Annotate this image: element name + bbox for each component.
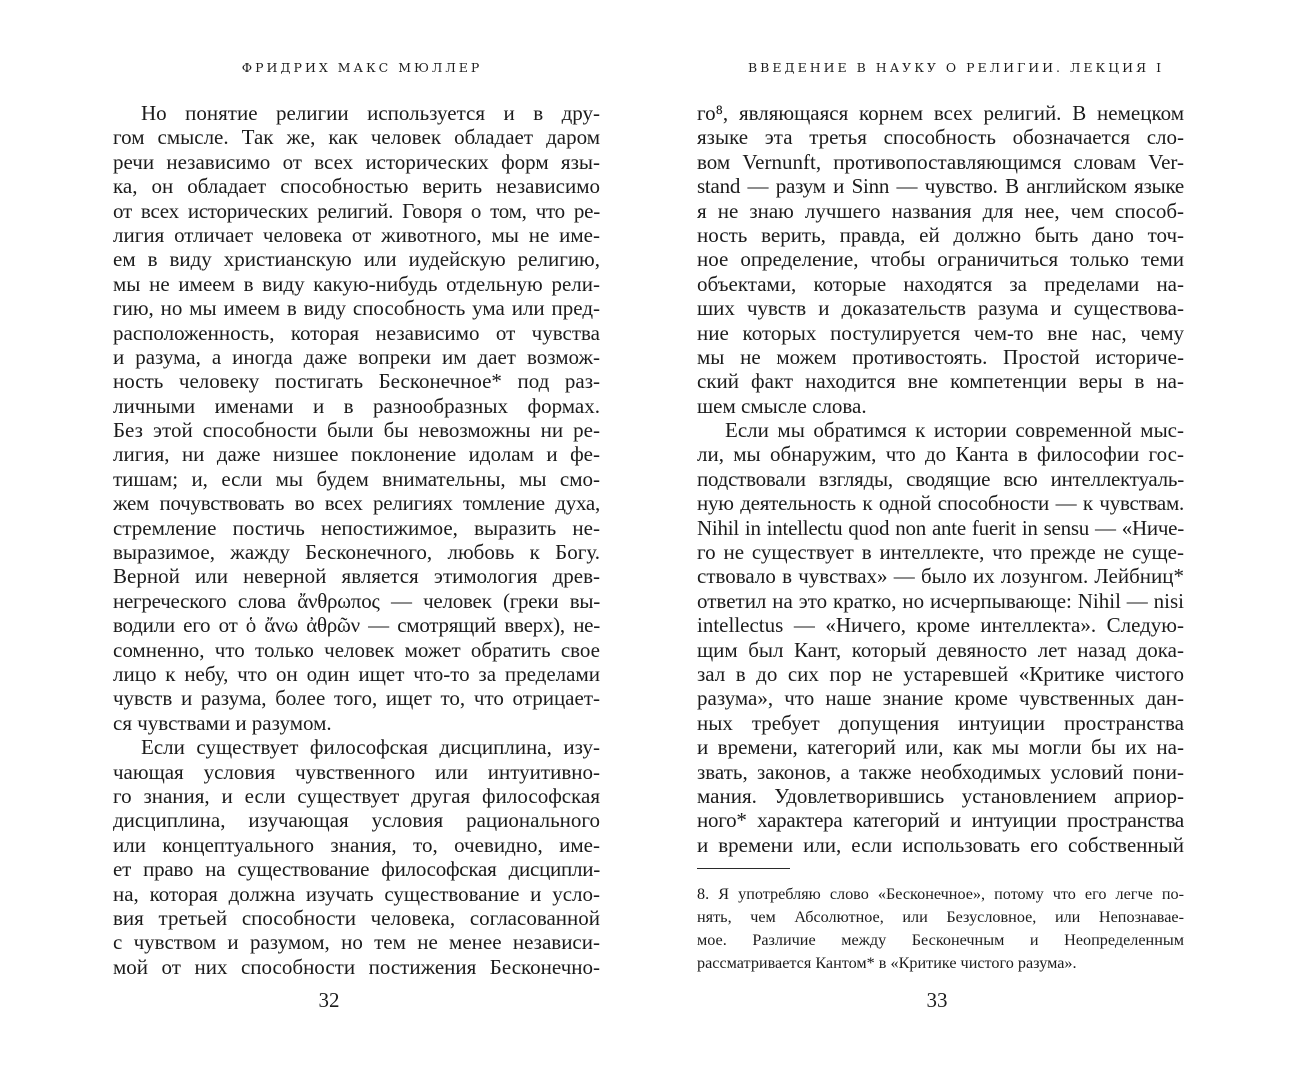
text-line: и времени или, если использовать его собственный [697,832,1184,857]
running-head-left: ФРИДРИХ МАКС МЮЛЛЕР [241,60,483,75]
text-line: и времени, категорий или, как мы могли бы их на- [697,735,1184,760]
text-line: или концептуального знания, то, очевидно, име- [113,832,600,857]
page-number-left: 32 [318,988,340,1012]
footnote-line: 8. Я употребляю слово «Бесконечное», потому что его легче по- [697,885,1184,903]
text-line: ших чувств и доказательств разума и существова- [697,296,1184,321]
text-line: intellectus — «Ничего, кроме интеллекта». Следую- [697,613,1184,638]
text-line: ли, мы обнаружим, что до Канта в философии гос- [697,442,1184,467]
text-line: водили его от ὁ ἄνω ἀθρῶν — смотрящий вверх), не- [113,613,600,638]
text-line: на, которая должна изучать существование и усло- [113,881,600,906]
footnote-line: мое. Различие между Бесконечным и Неопределенным [697,931,1184,949]
right-page-text [697,101,1184,857]
text-line: ский факт находится вне компетенции веры в на- [697,369,1184,394]
text-line: от всех исторических религий. Говоря о том, что ре- [113,198,600,223]
text-line: Nihil in intellectu quod non ante fuerit in sensu — «Ниче- [697,515,1184,540]
text-line: расположенность, которая независимо от чувства [113,320,600,345]
text-line: ем в виду христианскую или иудейскую религию, [113,247,600,272]
text-line: звать, законов, а также необходимых условий пони- [697,759,1184,784]
text-line: разума», что наше знание кроме чувственных дан- [697,686,1184,711]
text-line: вия третьей способности человека, согласованной [113,905,600,930]
text-line: ную деятельность к одной способности — к чувствам. [697,491,1184,516]
footnote-line: нять, чем Абсолютное, или Безусловное, или Непознавае- [697,908,1184,926]
text-line: гом смысле. Так же, как человек обладает даром [113,125,600,150]
text-line: чающая условия чувственного или интуитивно- [113,759,600,784]
text-line: лигия, ни даже низшее поклонение идолам и фе- [113,442,600,467]
text-line: мы не можем противостоять. Простой историче- [697,344,1184,369]
page-number-right: 33 [926,988,948,1012]
text-line: stand — разум и Sinn — чувство. В английском языке [697,174,1184,199]
text-line: го⁸, являющаяся корнем всех религий. В немецком [697,101,1184,125]
text-line: выразимое, жажду Бесконечного, любовь к Богу. [113,540,600,565]
text-line: с чувством и разумом, но тем не менее независи- [113,930,600,955]
left-page-text [113,101,600,979]
text-line: вом Vernunft, противопоставляющимся словам Ver- [697,149,1184,174]
text-line: ных требует допущения интуиции пространства [697,710,1184,735]
footnote-line: рассматривается Кантом* в «Критике чистого разума». [697,954,1077,972]
text-line: ствовало в чувствах» — было их лозунгом. Лейбниц* [697,564,1184,589]
text-line: подствовали взгляды, сводящие всю интеллектуаль- [697,466,1184,491]
text-line: ность человеку постигать Бесконечное* под раз- [113,369,600,394]
text-line: Верной или неверной является этимология древ- [113,564,600,589]
text-line: Без этой способности были бы невозможны ни ре- [113,418,600,443]
text-line: ность верить, правда, ей должно быть дано точ- [697,222,1184,247]
text-line: ние которых постулируется чем-то вне нас, чему [697,320,1184,345]
text-line: мания. Удовлетворившись установлением априор- [697,783,1184,808]
text-line: ет право на существование философская дисципли- [113,857,600,882]
text-line: дисциплина, изучающая условия рационального [113,808,600,833]
text-line: зал в до сих пор не устаревшей «Критике чистого [697,661,1184,686]
text-line: ответил на это кратко, но исчерпывающе: Nihil — nisi [697,588,1184,613]
text-line: ного* характера категорий и интуиции пространства [697,808,1184,833]
text-line: гию, но мы имеем в виду способность ума или пред- [113,296,600,321]
text-line: тишам; и, если мы будем внимательны, мы смо- [113,466,600,491]
text-line: ся чувствами и разумом. [113,710,332,735]
text-line: ка, он обладает способностью верить независимо [113,174,600,199]
right-page [646,0,1293,1080]
text-line: мой от них способности постижения Бесконечно- [113,954,600,979]
text-line: Если существует философская дисциплина, изу- [141,735,600,760]
text-line: Если мы обратимся к истории современной мыс- [725,418,1184,443]
text-line: стремление постичь непостижимое, выразить не- [113,515,600,540]
text-line: шем смысле слова. [697,393,867,418]
text-line: щим был Кант, который девяносто лет назад дока- [697,637,1184,662]
text-line: речи независимо от всех исторических форм язы- [113,149,600,174]
text-line: ное определение, чтобы ограничиться только теми [697,247,1184,272]
footnote-8 [697,883,1184,975]
text-line: негреческого слова ἄνθρωπος — человек (греки вы- [113,588,600,613]
running-head-right: ВВЕДЕНИЕ В НАУКУ О РЕЛИГИИ. ЛЕКЦИЯ I [747,60,1165,75]
text-line: жем почувствовать во всех религиях томление духа, [113,491,600,516]
text-line: лигия отличает человека от животного, мы не име- [113,222,600,247]
text-line: Но понятие религии используется и в дру- [141,101,600,125]
text-line: объектами, которые находятся за пределами на- [697,271,1184,296]
text-line: я не знаю лучшего названия для нее, чем способ- [697,198,1184,223]
text-line: мы не имеем в виду какую-нибудь отдельную рели- [113,271,600,296]
text-line: го знания, и если существует другая философская [113,783,600,808]
text-line: сомненно, что только человек может обратить свое [113,637,600,662]
text-line: личными именами и в разнообразных формах. [113,393,600,418]
text-line: го не существует в интеллекте, что прежде не суще- [697,540,1184,565]
left-page [0,0,646,1080]
text-line: и разума, а иногда даже вопреки им дает возмож- [113,344,600,369]
text-line: языке эта третья способность обозначается сло- [697,125,1184,150]
footnote-rule [697,868,790,869]
text-line: чувств и разума, более того, ищет то, что отрицает- [113,686,600,711]
text-line: лицо к небу, что он один ищет что-то за пределами [113,661,600,686]
